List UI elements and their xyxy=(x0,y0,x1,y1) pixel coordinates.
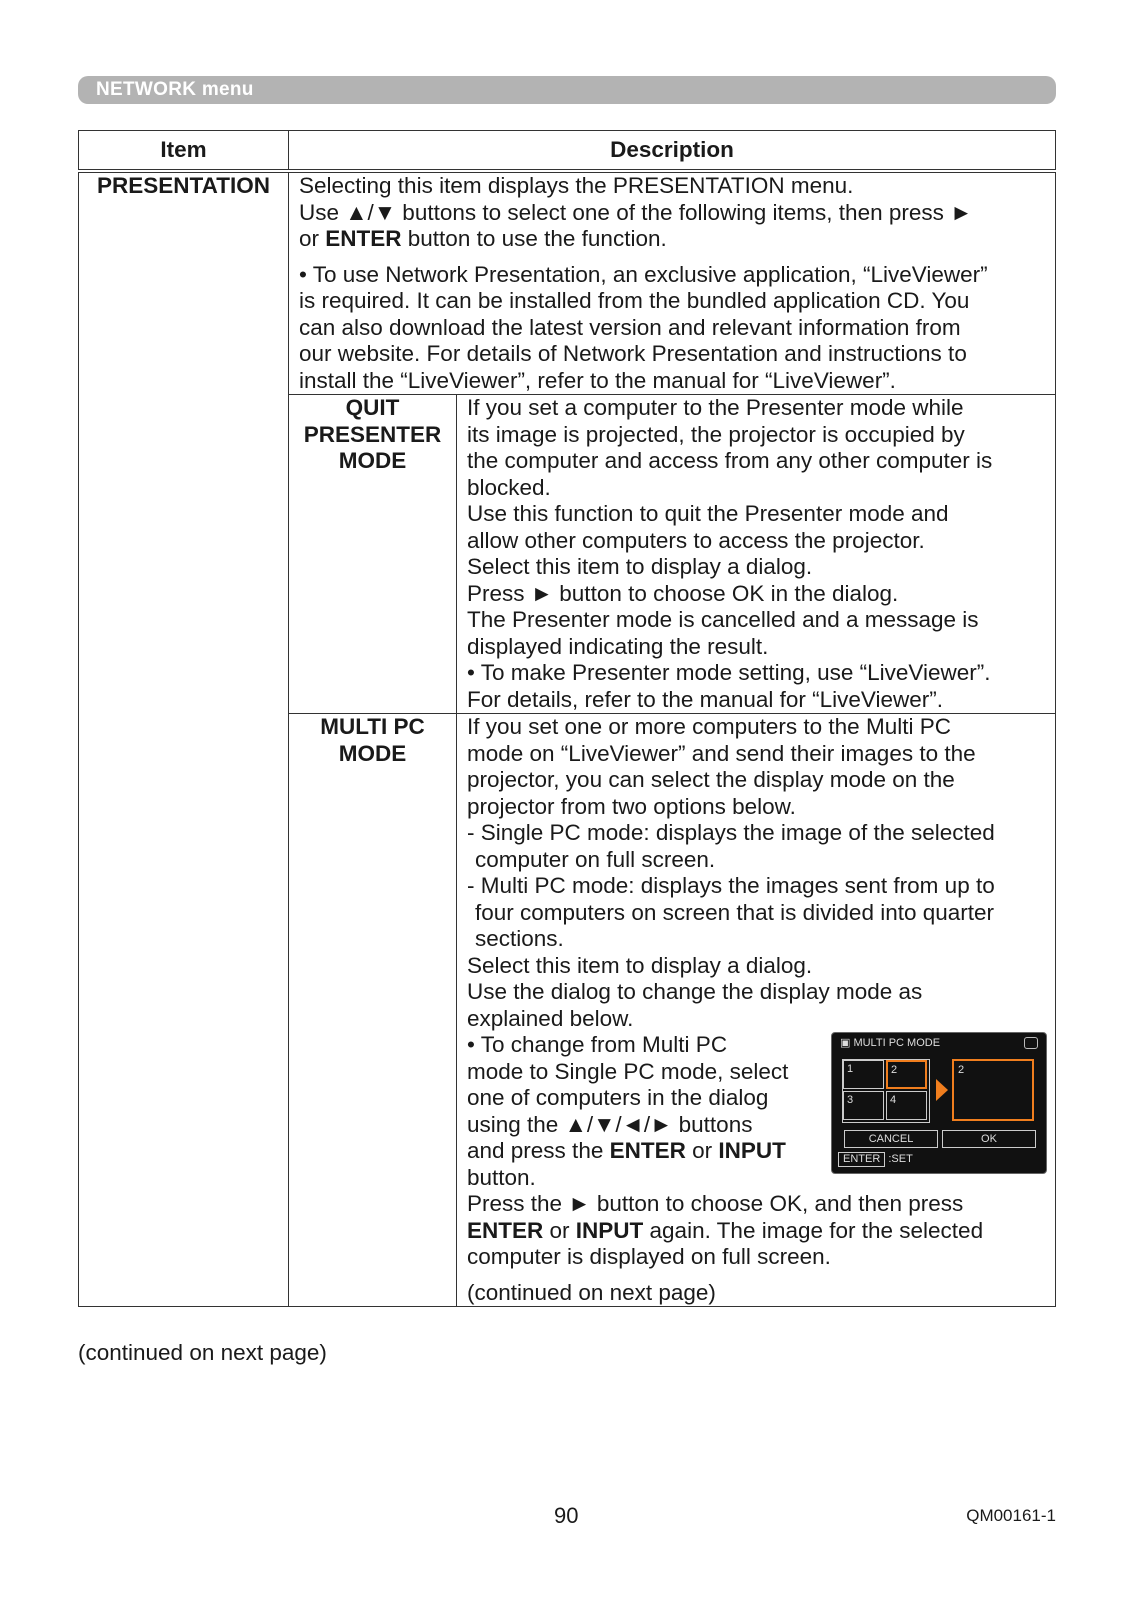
desc-line: projector, you can select the display mode on the xyxy=(467,767,955,792)
menu-table xyxy=(78,130,1056,1307)
desc-line: • To make Presenter mode setting, use “LiveViewer”. xyxy=(467,660,991,685)
right-arrow-icon xyxy=(936,1079,948,1101)
desc-line: Press ► button to choose OK in the dialog. xyxy=(467,580,899,606)
dialog-footer xyxy=(838,1152,913,1167)
table-header-row xyxy=(79,131,1056,172)
dialog-close-icon xyxy=(1024,1037,1038,1049)
desc-line: install the “LiveViewer”, refer to the manual for “LiveViewer”. xyxy=(299,367,896,393)
desc-line: sections. xyxy=(475,926,564,951)
desc-line: The Presenter mode is cancelled and a message is xyxy=(467,607,979,632)
desc-line: mode to Single PC mode, select xyxy=(467,1058,789,1084)
section-title-bar: NETWORK menu xyxy=(78,76,1056,104)
subitem-multi-pc-mode: MULTI PC MODE xyxy=(289,714,457,1307)
desc-line: - Multi PC mode: displays the images sent from up to xyxy=(467,873,995,898)
desc-line: displayed indicating the result. xyxy=(467,633,769,659)
document-code: QM00161-1 xyxy=(966,1506,1056,1525)
desc-line: explained below. xyxy=(467,1005,634,1031)
desc-line: Select this item to display a dialog. xyxy=(467,554,813,579)
page-number: 90 xyxy=(554,1503,579,1528)
quit-presenter-description xyxy=(457,395,1056,714)
item-presentation: PRESENTATION xyxy=(79,171,289,1307)
desc-line: its image is projected, the projector is occupied by xyxy=(467,421,965,447)
desc-line: Select this item to display a dialog. xyxy=(467,952,813,978)
desc-line: Press the ► button to choose OK, and then press xyxy=(467,1191,964,1216)
continued-note-below: (continued on next page) xyxy=(78,1340,327,1365)
header-description: Description xyxy=(289,131,1056,172)
desc-line: allow other computers to access the projector. xyxy=(467,527,925,553)
desc-line: button. xyxy=(467,1164,536,1190)
grid-cell-selected: 2 xyxy=(886,1060,927,1089)
subitem-quit-presenter-mode: QUIT PRESENTER MODE xyxy=(289,395,457,714)
single-pc-preview: 2 xyxy=(952,1059,1034,1121)
desc-line: blocked. xyxy=(467,474,551,500)
enter-key-icon: ENTER xyxy=(838,1152,885,1167)
table-row xyxy=(79,171,1056,395)
desc-line: computer on full screen. xyxy=(475,846,716,872)
computer-grid xyxy=(842,1059,930,1123)
desc-line: • To change from Multi PC xyxy=(467,1032,728,1057)
desc-line: is required. It can be installed from the bundled application CD. You xyxy=(299,288,970,313)
desc-line: computer is displayed on full screen. xyxy=(467,1244,831,1269)
desc-line: four computers on screen that is divided into quarter xyxy=(475,899,995,925)
desc-line: ENTER or INPUT again. The image for the selected xyxy=(467,1217,984,1243)
presentation-description xyxy=(289,171,1056,395)
desc-line: Use this function to quit the Presenter mode and xyxy=(467,501,949,526)
desc-line: • To use Network Presentation, an exclusive application, “LiveViewer” xyxy=(299,261,988,287)
dialog-cancel-button: CANCEL xyxy=(844,1130,938,1148)
desc-line: For details, refer to the manual for “LiveViewer”. xyxy=(467,686,944,712)
desc-line: If you set one or more computers to the Multi PC xyxy=(467,714,951,739)
header-item: Item xyxy=(79,131,289,172)
desc-line: - Single PC mode: displays the image of the selected xyxy=(467,820,995,845)
multi-pc-dialog-section xyxy=(467,1032,1045,1191)
multi-pc-mode-dialog-image xyxy=(831,1032,1047,1174)
desc-line: mode on “LiveViewer” and send their images to the xyxy=(467,740,976,766)
dialog-title: ▣ MULTI PC MODE xyxy=(840,1037,941,1049)
grid-cell: 4 xyxy=(886,1091,927,1120)
grid-cell: 1 xyxy=(843,1060,884,1089)
grid-cell: 3 xyxy=(843,1091,884,1120)
desc-line: Use the dialog to change the display mode as xyxy=(467,979,923,1004)
desc-line: our website. For details of Network Presentation and instructions to xyxy=(299,341,967,366)
desc-line: one of computers in the dialog xyxy=(467,1085,769,1110)
desc-line: Selecting this item displays the PRESENTATION menu. xyxy=(299,173,854,198)
desc-line: using the ▲/▼/◄/► buttons xyxy=(467,1111,753,1137)
desc-line: and press the ENTER or INPUT xyxy=(467,1138,786,1163)
set-label: :SET xyxy=(888,1153,913,1165)
desc-line: or ENTER button to use the function. xyxy=(299,226,667,251)
desc-line: the computer and access from any other computer is xyxy=(467,448,993,473)
multi-pc-description xyxy=(457,714,1056,1307)
continued-note: (continued on next page) xyxy=(467,1279,716,1305)
desc-line: can also download the latest version and relevant information from xyxy=(299,314,961,340)
desc-line: projector from two options below. xyxy=(467,793,796,819)
desc-line: If you set a computer to the Presenter mode while xyxy=(467,395,964,420)
dialog-ok-button: OK xyxy=(942,1130,1036,1148)
desc-line: Use ▲/▼ buttons to select one of the following items, then press ► xyxy=(299,199,973,225)
